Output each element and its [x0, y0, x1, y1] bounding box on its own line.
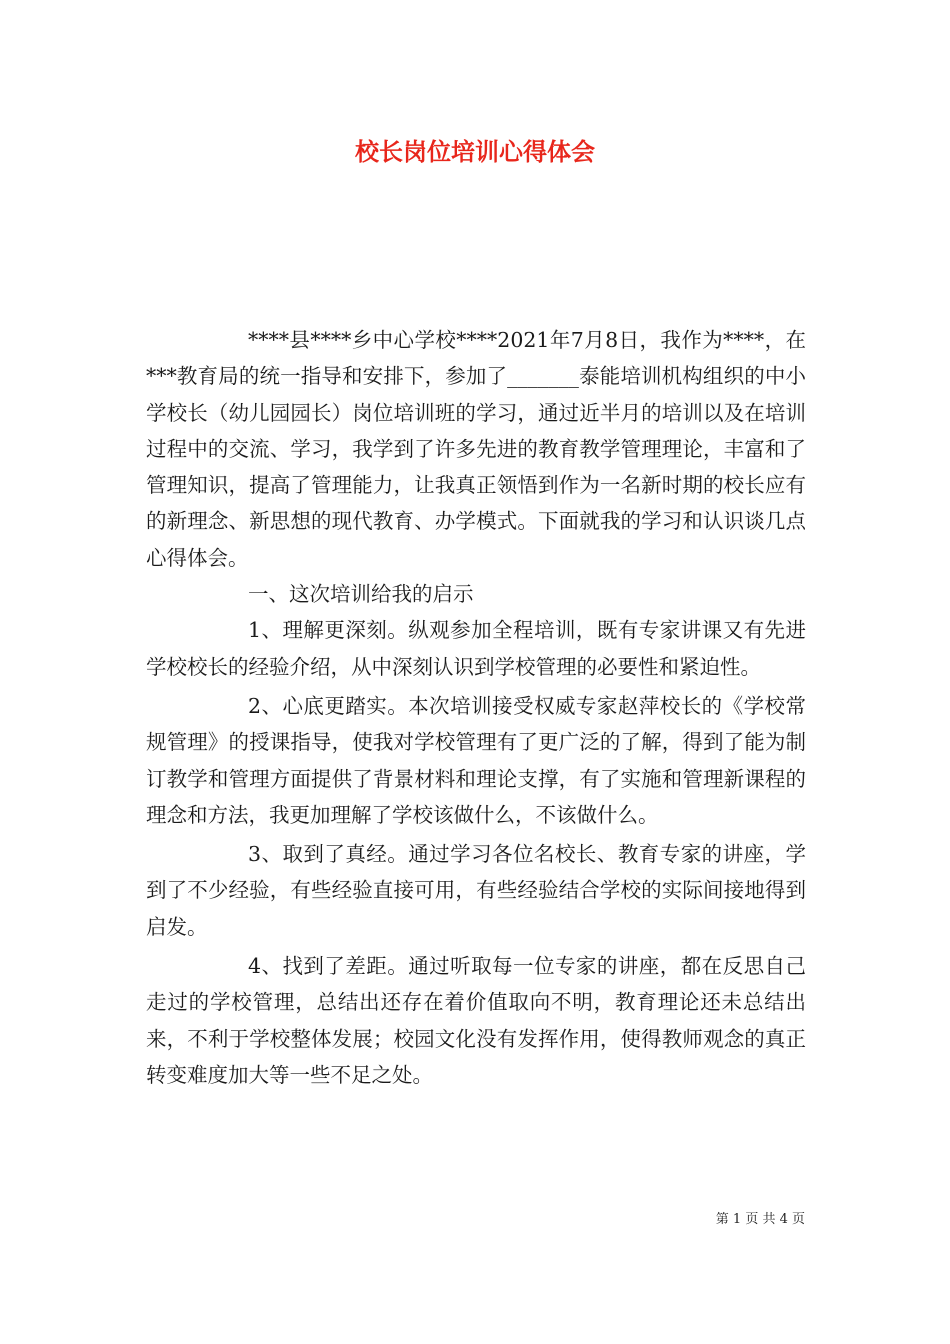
paragraph-point-2: 2、心底更踏实。本次培训接受权威专家赵萍校长的《学校常规管理》的授课指导，使我对学校管理有了更广泛的了解，得到了能为制订教学和管理方面提供了背景材料和理论支撑，有了实施和管理新课程的理念和方法，我更加理解了学校该做什么，不该做什么。 — [146, 693, 806, 827]
paragraph-point-4: 4、找到了差距。通过听取每一位专家的讲座，都在反思自己走过的学校管理，总结出还存在着价值取向不明，教育理论还未总结出来，不利于学校整体发展；校园文化没有发挥作用，使得教师观念的真正转变难度加大等一些不足之处。 — [146, 954, 806, 1087]
document-body — [146, 322, 806, 1093]
page-footer: 第 1 页 共 4 页 — [715, 1212, 805, 1227]
section-heading: 一、这次培训给我的启示 — [248, 582, 474, 607]
document-title: 校长岗位培训心得体会 — [355, 137, 595, 166]
paragraph-point-1: 1、理解更深刻。纵观参加全程培训，既有专家讲课又有先进学校校长的经验介绍，从中深刻认识到学校管理的必要性和紧迫性。 — [146, 618, 806, 679]
paragraph-intro: ****县****乡中心学校****2021年7月8日，我作为****，在***教育局的统一指导和安排下，参加了_______泰能培训机构组织的中小学校长（幼儿园园长）岗位培训班的学习，通过近半月的培训以及在培训过程中的交流、学习，我学到了许多先进的教育教学管理理论，丰富和了管理知识，提高了管理能力，让我真正领悟到作为一名新时期的校长应有的新理念、新思想的现代教育、办学模式。下面就我的学习和认识谈几点心得体会。 — [146, 328, 806, 570]
paragraph-point-3: 3、取到了真经。通过学习各位名校长、教育专家的讲座，学到了不少经验，有些经验直接可用，有些经验结合学校的实际间接地得到启发。 — [146, 842, 806, 939]
